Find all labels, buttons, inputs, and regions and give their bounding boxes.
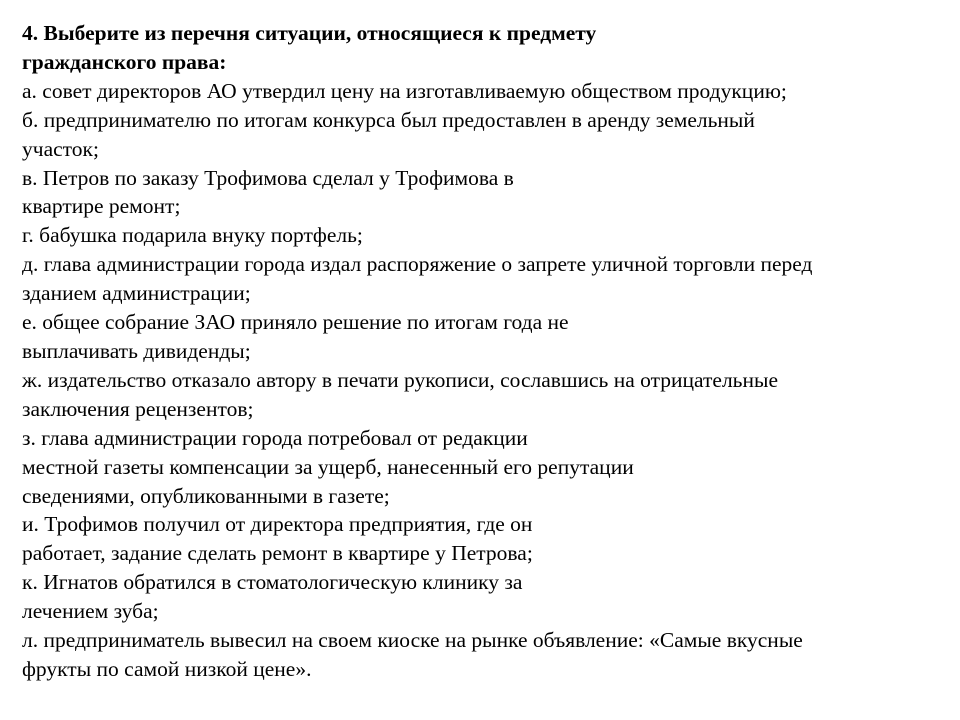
option-line: и. Трофимов получил от директора предприятия, где он — [22, 512, 533, 537]
option-line: а. совет директоров АО утвердил цену на изготавливаемую обществом продукцию; — [22, 78, 787, 103]
question-title-line: 4. Выберите из перечня ситуации, относящиеся к предмету — [22, 21, 597, 45]
option-line: местной газеты компенсации за ущерб, нанесенный его репутации — [22, 454, 634, 479]
option-line: з. глава администрации города потребовал от редакции — [22, 425, 528, 450]
question-slide — [22, 19, 942, 684]
option-line: сведениями, опубликованными в газете; — [22, 483, 390, 508]
option-b — [22, 106, 942, 164]
option-d — [22, 250, 942, 308]
option-g — [22, 221, 942, 250]
option-line: работает, задание сделать ремонт в квартире у Петрова; — [22, 541, 533, 566]
option-a — [22, 77, 942, 106]
question-title-line: гражданского права: — [22, 49, 227, 74]
option-line: б. предпринимателю по итогам конкурса был предоставлен в аренду земельный — [22, 107, 755, 132]
option-line: лечением зуба; — [22, 599, 159, 624]
option-line: г. бабушка подарила внуку портфель; — [22, 223, 363, 248]
option-k — [22, 568, 942, 626]
option-i — [22, 510, 942, 568]
option-line: д. глава администрации города издал распоряжение о запрете уличной торговли перед — [22, 252, 813, 277]
option-v — [22, 164, 942, 222]
option-line: зданием администрации; — [22, 281, 251, 306]
option-l — [22, 626, 942, 684]
option-line: участок; — [22, 136, 99, 161]
option-line: ж. издательство отказало автору в печати рукописи, сославшись на отрицательные — [22, 367, 778, 392]
option-line: л. предприниматель вывесил на своем киоске на рынке объявление: «Самые вкусные — [22, 628, 803, 653]
option-line: к. Игнатов обратился в стоматологическую клинику за — [22, 570, 523, 595]
question-title — [22, 19, 942, 77]
option-line: квартире ремонт; — [22, 194, 181, 219]
option-line: в. Петров по заказу Трофимова сделал у Трофимова в — [22, 165, 514, 190]
option-zh — [22, 366, 942, 424]
option-line: фрукты по самой низкой цене». — [22, 656, 312, 681]
option-z — [22, 424, 942, 511]
option-e — [22, 308, 942, 366]
option-line: заключения рецензентов; — [22, 396, 254, 421]
option-line: е. общее собрание ЗАО приняло решение по итогам года не — [22, 310, 569, 335]
option-line: выплачивать дивиденды; — [22, 338, 251, 363]
